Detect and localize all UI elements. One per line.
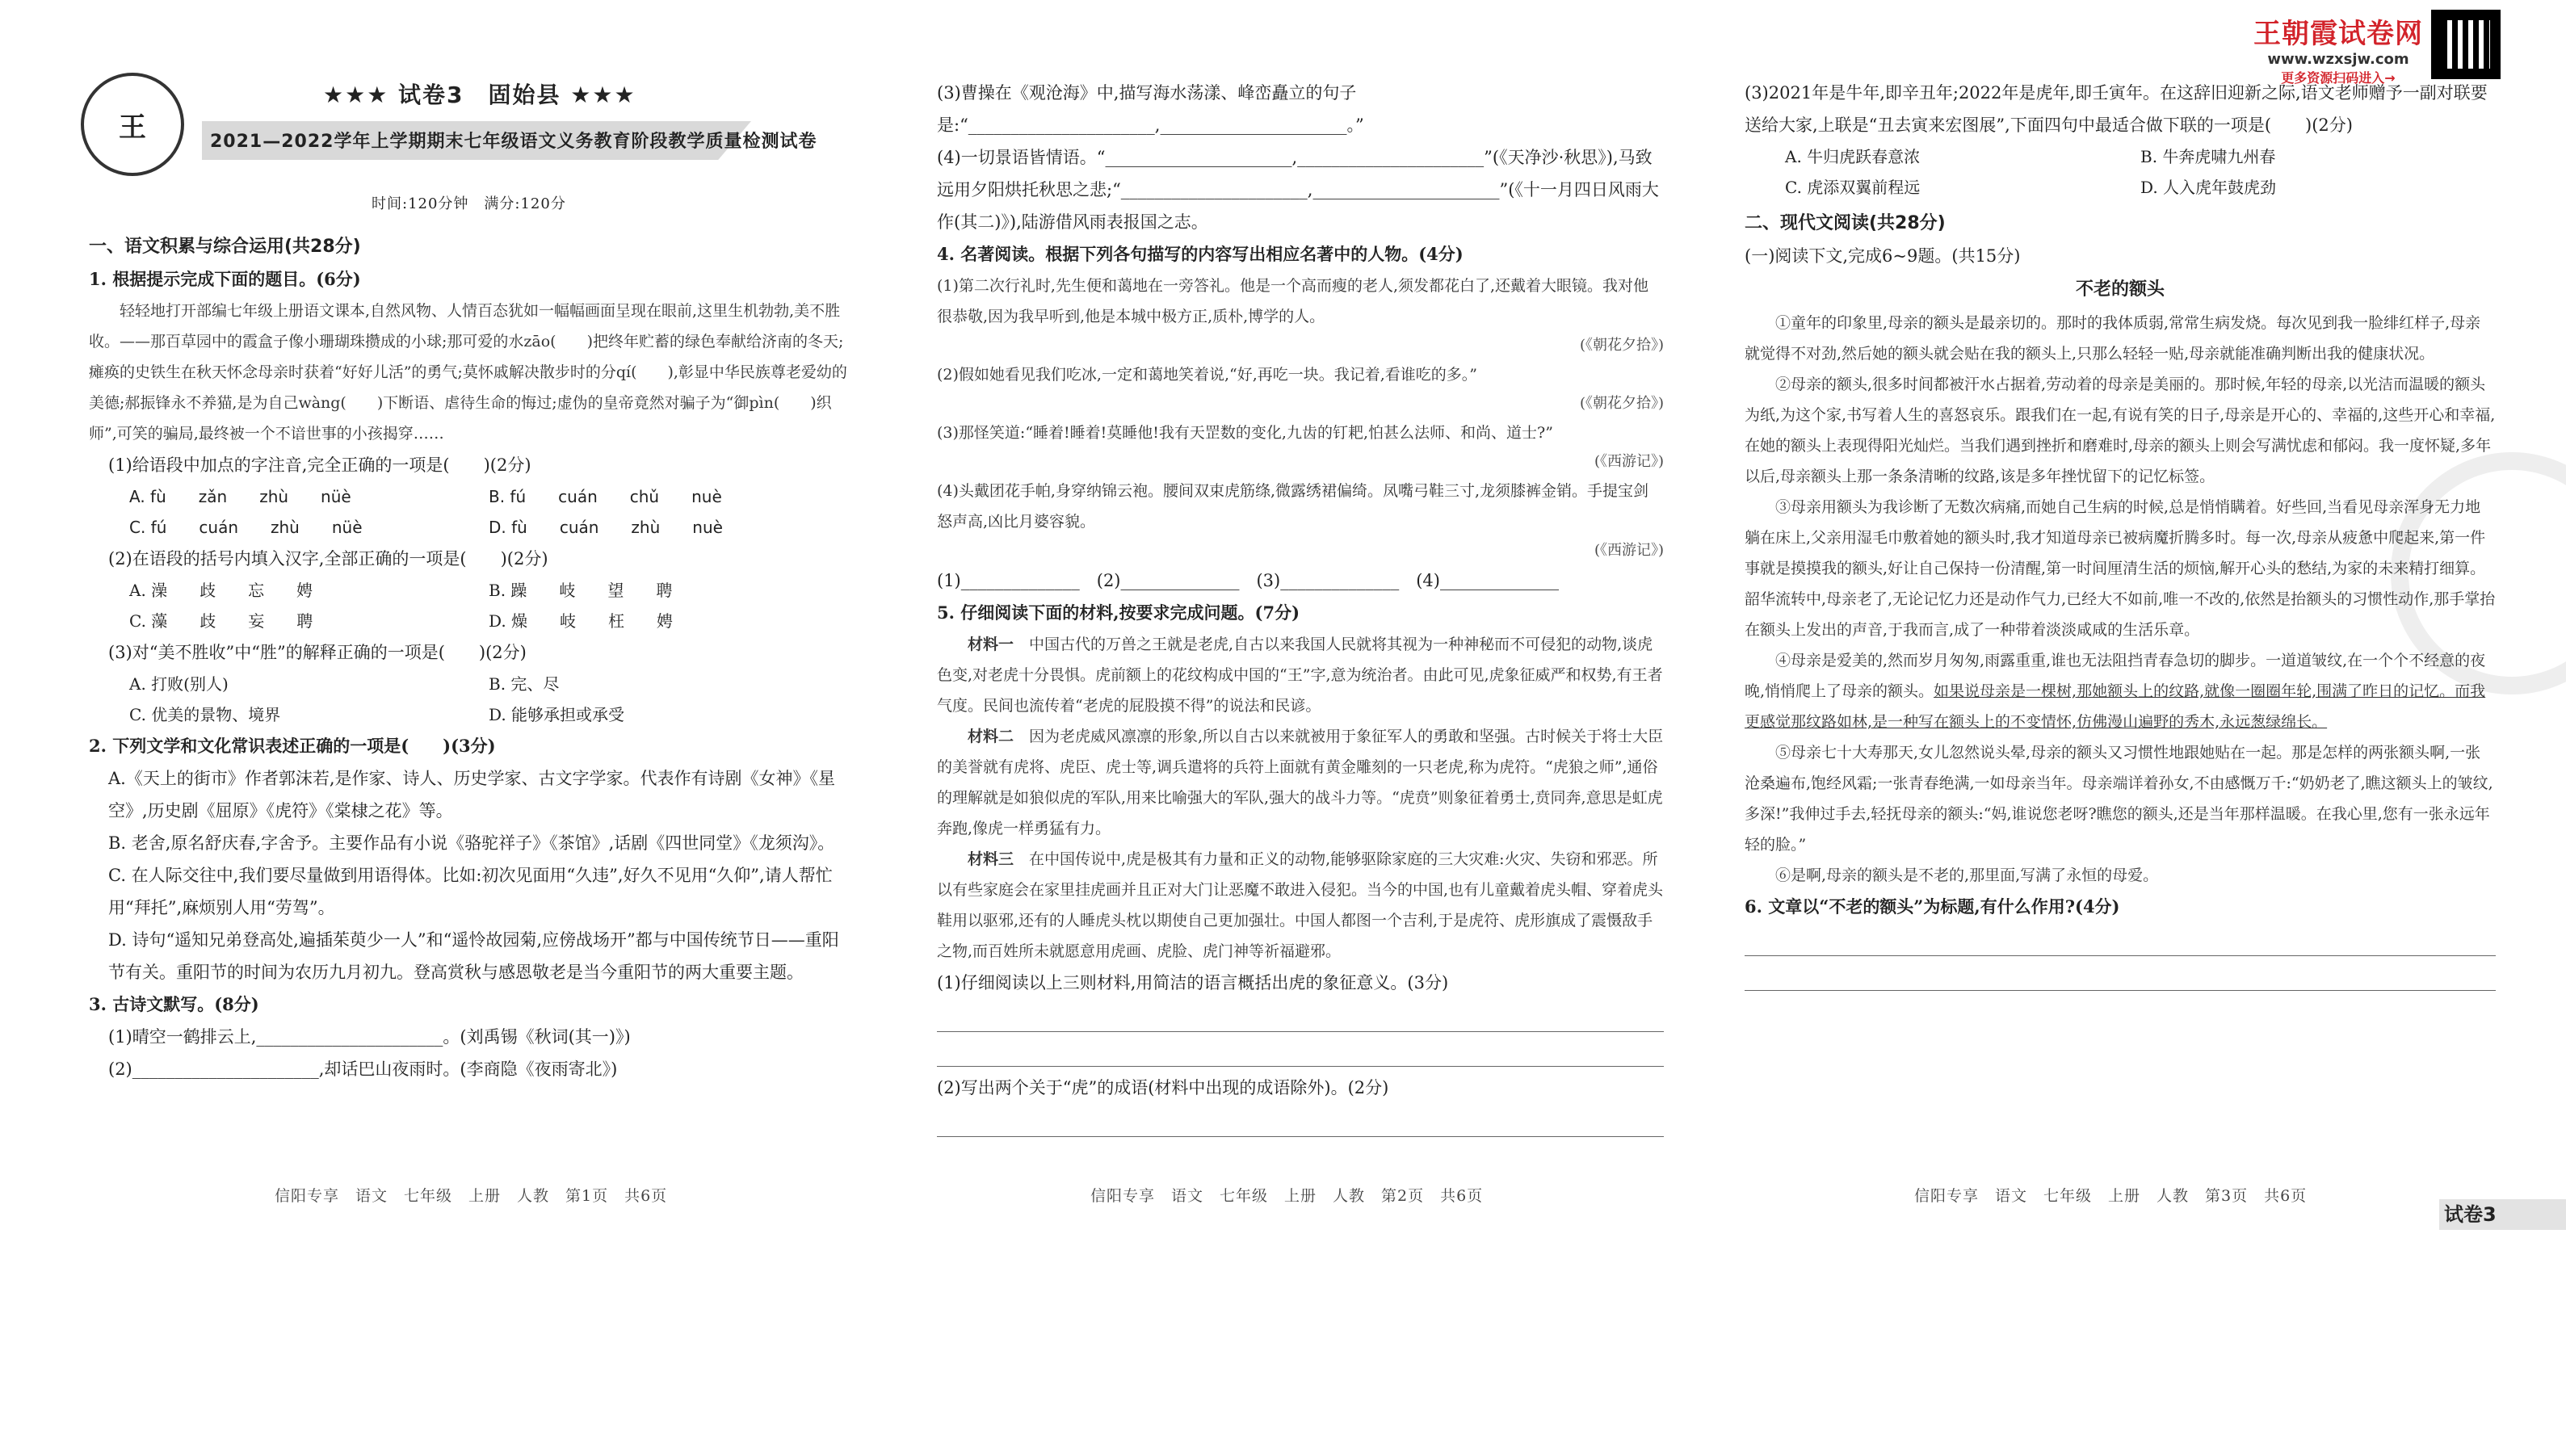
- question-2-option-b[interactable]: B. 老舍,原名舒庆春,字舍予。主要作品有小说《骆驼祥子》《茶馆》,话剧《四世同堂》《龙须沟》。: [108, 833, 835, 853]
- brand-note: 更多资源扫码进入→: [2281, 70, 2396, 86]
- option-c[interactable]: C. 虎添双翼前程远: [1785, 178, 1921, 197]
- exam-time-score: 时间:120分钟 满分:120分: [372, 195, 566, 212]
- page-3-footer: 信阳专享 语文 七年级 上册 人教 第3页 共6页: [1914, 1187, 2308, 1205]
- option-d[interactable]: D. 能够承担或承受: [489, 705, 625, 724]
- question-1-2: (2)在语段的括号内填入汉字,全部正确的一项是( )(2分): [108, 549, 548, 569]
- publisher-logo: [81, 73, 184, 176]
- question-6: 6. 文章以“不老的额头”为标题,有什么作用?(4分): [1745, 896, 2120, 917]
- exam-number-tag: 试卷3: [2439, 1199, 2566, 1230]
- paper-title: ★★★ 试卷3 固始县 ★★★: [323, 82, 636, 108]
- article-paragraph-2: ②母亲的额头,很多时间都被汗水占据着,劳动着的母亲是美丽的。那时候,年轻的母亲,以光洁而温暖的额头为纸,为这个家,书写着人生的喜怒哀乐。跟我们在一起,有说有笑的日子,母亲是开心的、幸福的,这些开心和幸福,在她的额头上表现得阳光灿烂。当我们遇到挫折和磨难时,母亲的额头上则会写满忧虑和郁闷。我一度怀疑,多年以后,母亲额头上那一条条清晰的纹路,该是多年挫忧留下的记忆标签。: [1745, 376, 2496, 485]
- brand-name: 王朝霞试卷网: [2253, 18, 2423, 50]
- question-1-1-options: [89, 481, 848, 543]
- question-1-2-options: [89, 575, 848, 636]
- page-2-footer: 信阳专享 语文 七年级 上册 人教 第2页 共6页: [1090, 1187, 1484, 1205]
- question-1-3: (3)对“美不胜收”中“胜”的解释正确的一项是( )(2分): [108, 643, 527, 662]
- question-4-answer-blanks[interactable]: (1)______________ (2)______________ (3)______________ (4)______________: [937, 571, 1559, 590]
- brand-block: [2253, 11, 2423, 86]
- question-1-3-options: [89, 669, 848, 730]
- qr-code-icon[interactable]: [2431, 10, 2501, 79]
- option-d[interactable]: D. 人入虎年鼓虎劲: [2140, 178, 2277, 197]
- question-4-1-source: (《朝花夕拾》): [1579, 337, 1664, 354]
- question-4-1: (1)第二次行礼时,先生便和蔼地在一旁答礼。他是一个高而瘦的老人,须发都花白了,还戴着大眼镜。我对他很恭敬,因为我早听到,他是本城中极方正,质朴,博学的人。: [937, 277, 1649, 325]
- question-2: 2. 下列文学和文化常识表述正确的一项是( )(3分): [89, 736, 496, 756]
- option-d[interactable]: D. 燥 岐 枉 娉: [489, 611, 674, 631]
- question-3-1[interactable]: (1)晴空一鹤排云上,______________________。(刘禹锡《秋词(其一)》): [108, 1027, 631, 1047]
- option-a[interactable]: A. fù zǎn zhù nüè: [129, 487, 351, 506]
- material-3-label: 材料三: [968, 850, 1014, 868]
- paragraph-4-underlined: 如果说母亲是一棵树,那她额头上的纹路,就像一圈圈年轮,围满了昨日的记忆。而我更感觉那纹路如林,是一种写在额头上的不变情怀,仿佛漫山遍野的秀木,永远葱绿绵长。: [1745, 682, 2486, 731]
- question-4-4: (4)头戴团花手帕,身穿纳锦云袍。腰间双束虎筋绦,微露绣裙偏绮。凤嘴弓鞋三寸,龙须膝裤金销。手提宝剑怒声高,凶比月婆容貌。: [937, 482, 1649, 531]
- page-1-column: [89, 226, 848, 1456]
- article-paragraph-1: ①童年的印象里,母亲的额头是最亲切的。那时的我体质弱,常常生病发烧。每次见到我一脸绯红样子,母亲就觉得不对劲,然后她的额头就会贴在我的额头上,只那么轻轻一贴,母亲就能准确判断出我的健康状况。: [1745, 314, 2481, 363]
- brand-url: www.wzxsjw.com: [2267, 51, 2409, 68]
- article-paragraph-3: ③母亲用额头为我诊断了无数次病痛,而她自己生病的时候,总是悄悄瞒着。好些回,当看见母亲浑身无力地躺在床上,父亲用湿毛巾敷着她的额头时,我才知道母亲已被病魔折腾多时。每一次,母亲从疲惫中爬起来,第一件事就是摸摸我的额头,好让自己保持一份清醒,第一时间厘清生活的烦恼,解开心头的愁结,为家的未来精打细算。韶华流转中,母亲老了,无论记忆力还是动作气力,已经大不如前,唯一不改的,依然是抬额头的习惯性动作,那手掌抬在额头上发出的声音,于我而言,成了一种带着淡淡咸咸的生活乐章。: [1745, 498, 2496, 639]
- question-5-3-options: [1745, 141, 2496, 203]
- option-c[interactable]: C. 藻 歧 妄 聘: [129, 611, 313, 631]
- question-3-4[interactable]: (4)一切景语皆情语。“______________________,______________________”(《天净沙·秋思》),马致远用夕阳烘托秋思之悲;“______________________,______________________”(《十一月四日风雨大作(其二)》),陆游借风雨表报国之志。: [937, 148, 1659, 232]
- question-4-2-source: (《朝花夕拾》): [1579, 395, 1664, 412]
- page-1-footer: 信阳专享 语文 七年级 上册 人教 第1页 共6页: [275, 1187, 668, 1205]
- article-paragraph-4: [1745, 645, 2496, 737]
- question-3: 3. 古诗文默写。(8分): [89, 994, 259, 1014]
- option-b[interactable]: B. 牛奔虎啸九州春: [2140, 147, 2276, 166]
- material-2-label: 材料二: [968, 728, 1014, 745]
- material-3: [937, 844, 1664, 967]
- logo-text: 王: [119, 111, 146, 144]
- question-5-1: (1)仔细阅读以上三则材料,用简洁的语言概括出虎的象征意义。(3分): [937, 973, 1449, 992]
- answer-line[interactable]: [1745, 926, 2496, 956]
- option-a[interactable]: A. 牛归虎跃春意浓: [1785, 147, 1921, 166]
- question-3-2[interactable]: (2)______________________,却话巴山夜雨时。(李商隐《夜雨寄北》): [108, 1059, 618, 1079]
- question-2-option-a[interactable]: A.《天上的街市》作者郭沫若,是作家、诗人、历史学家、古文字学家。代表作有诗剧《女神》《星空》,历史剧《屈原》《虎符》《棠棣之花》等。: [108, 769, 836, 820]
- article-paragraph-5: ⑤母亲七十大寿那天,女儿忽然说头晕,母亲的额头又习惯性地跟她贴在一起。那是怎样的两张额头啊,一张沧桑遍布,饱经风霜;一张青春绝满,一如母亲当年。母亲端详着孙女,不由感慨万千:“奶奶老了,瞧这额头上的皱纹,多深!”我伸过手去,轻抚母亲的额头:“妈,谁说您老呀?瞧您的额头,还是当年那样温暖。在我心里,您有一张永远年轻的脸。”: [1745, 744, 2493, 854]
- section-2-sub-heading: (一)阅读下文,完成6~9题。(共15分): [1745, 246, 2021, 266]
- material-1-label: 材料一: [968, 636, 1014, 653]
- question-3-3[interactable]: (3)曹操在《观沧海》中,描写海水荡漾、峰峦矗立的句子是:“______________________,______________________。”: [937, 83, 1364, 135]
- page-3-column: [1745, 77, 2496, 1307]
- option-c[interactable]: C. fú cuán zhù nüè: [129, 518, 363, 537]
- question-4: 4. 名著阅读。根据下列各句描写的内容写出相应名著中的人物。(4分): [937, 244, 1464, 264]
- question-1: 1. 根据提示完成下面的题目。(6分): [89, 269, 361, 289]
- question-4-3-source: (《西游记》): [1594, 453, 1664, 470]
- option-b[interactable]: B. 完、尽: [489, 674, 560, 694]
- material-2: [937, 721, 1664, 844]
- option-b[interactable]: B. fú cuán chǔ nuè: [489, 487, 722, 506]
- material-2-text: 因为老虎威风凛凛的形象,所以自古以来就被用于象征军人的勇敢和坚强。古时候关于将士大臣的美誉就有虎将、虎臣、虎士等,调兵遣将的兵符上面就有黄金雕刻的一只老虎,称为虎符。“虎狼之师”,通俗的理解就是如狼似虎的军队,用来比喻强大的军队,强大的战斗力等。“虎贲”则象征着勇士,贲同奔,意思是虹虎奔跑,像虎一样勇猛有力。: [937, 728, 1664, 837]
- answer-line[interactable]: [937, 1107, 1664, 1137]
- answer-line[interactable]: [1745, 961, 2496, 991]
- article-paragraph-6: ⑥是啊,母亲的额头是不老的,那里面,写满了永恒的母爱。: [1775, 866, 2159, 884]
- option-a[interactable]: A. 打败(别人): [129, 674, 229, 694]
- material-1: [937, 629, 1664, 721]
- question-5-3: (3)2021年是牛年,即辛丑年;2022年是虎年,即壬寅年。在这辞旧迎新之际,语文老师赠予一副对联要送给大家,上联是“丑去寅来宏图展”,下面四句中最适合做下联的一项是( )(2分): [1745, 83, 2488, 135]
- option-a[interactable]: A. 澡 歧 忘 娉: [129, 581, 313, 600]
- question-4-4-source: (《西游记》): [1594, 542, 1664, 559]
- question-1-1: (1)给语段中加点的字注音,完全正确的一项是( )(2分): [108, 455, 531, 475]
- section-2-heading: 二、现代文阅读(共28分): [1745, 213, 1946, 233]
- section-1-heading: 一、语文积累与综合运用(共28分): [89, 237, 361, 257]
- question-5: 5. 仔细阅读下面的材料,按要求完成问题。(7分): [937, 602, 1300, 623]
- paper-subtitle: 2021—2022学年上学期期末七年级语文义务教育阶段教学质量检测试卷: [210, 132, 817, 152]
- option-c[interactable]: C. 优美的景物、境界: [129, 705, 281, 724]
- option-d[interactable]: D. fù cuán zhù nuè: [489, 518, 723, 537]
- question-4-2: (2)假如她看见我们吃冰,一定和蔼地笑着说,“好,再吃一块。我记着,看谁吃的多。”: [937, 366, 1478, 384]
- question-2-option-d[interactable]: D. 诗句“遥知兄弟登高处,遍插茱萸少一人”和“遥怜故园菊,应傍战场开”都与中国传统节日——重阳节有关。重阳节的时间为农历九月初九。登高赏秋与感恩敬老是当今重阳节的两大重要主题。: [108, 930, 839, 982]
- question-2-option-c[interactable]: C. 在人际交往中,我们要尽量做到用语得体。比如:初次见面用“久违”,好久不见用“久仰”,请人帮忙用“拜托”,麻烦别人用“劳驾”。: [108, 866, 833, 917]
- option-b[interactable]: B. 躁 岐 望 聘: [489, 581, 673, 600]
- material-3-text: 在中国传说中,虎是极其有力量和正义的动物,能够驱除家庭的三大灾难:火灾、失窃和邪恶。所以有些家庭会在家里挂虎画并且正对大门让恶魔不敢进入侵犯。当今的中国,也有儿童戴着虎头帽、穿着虎头鞋用以驱邪,还有的人睡虎头枕以期使自己更加强壮。中国人都图一个吉利,于是虎符、虎形旗成了震慑敌手之物,而百姓所未就愿意用虎画、虎脸、虎门神等祈福避邪。: [937, 850, 1664, 960]
- page-2-column: [937, 77, 1664, 1307]
- material-1-text: 中国古代的万兽之王就是老虎,自古以来我国人民就将其视为一种神秘而不可侵犯的动物,谈虎色变,对老虎十分畏惧。虎前额上的花纹构成中国的“王”字,意为统治者。由此可见,虎象征威严和权势,有王者气度。民间也流传着“老虎的屁股摸不得”的说法和民谚。: [937, 636, 1663, 715]
- answer-line[interactable]: [937, 1037, 1664, 1067]
- question-4-3: (3)那怪笑道:“睡着!睡着!莫睡他!我有天罡数的变化,九齿的钉耙,怕甚么法师、和尚、道士?”: [937, 424, 1553, 442]
- article-title: 不老的额头: [2075, 279, 2165, 300]
- answer-line[interactable]: [937, 1002, 1664, 1032]
- question-1-passage: 轻轻地打开部编七年级上册语文课本,自然风物、人情百态犹如一幅幅画面呈现在眼前,这里生机勃勃,美不胜收。——那百草园中的霞盒子像小珊瑚珠攒成的小球;那可爱的水zāo( )把终年贮蓄的绿色奉献给济南的冬天;瘫痪的史铁生在秋天怀念母亲时获着“好好儿活”的勇气;莫怀戚解决散步时的分qí( ),彰显中华民族尊老爱幼的美德;郝振锋永不养猫,是为自己wàng( )下断语、虐待生命的悔过;虚伪的皇帝竟然对骗子为“御pìn( )织师”,可笑的骗局,最终被一个不谙世事的小孩揭穿……: [89, 302, 847, 443]
- paragraph-4-text: ④母亲是爱美的,然而岁月匆匆,雨露重重,谁也无法阻挡青春急切的脚步。一道道皱纹,在一个个不经意的夜晚,悄悄爬上了母亲的额头。: [1745, 652, 2486, 700]
- question-5-2: (2)写出两个关于“虎”的成语(材料中出现的成语除外)。(2分): [937, 1078, 1389, 1097]
